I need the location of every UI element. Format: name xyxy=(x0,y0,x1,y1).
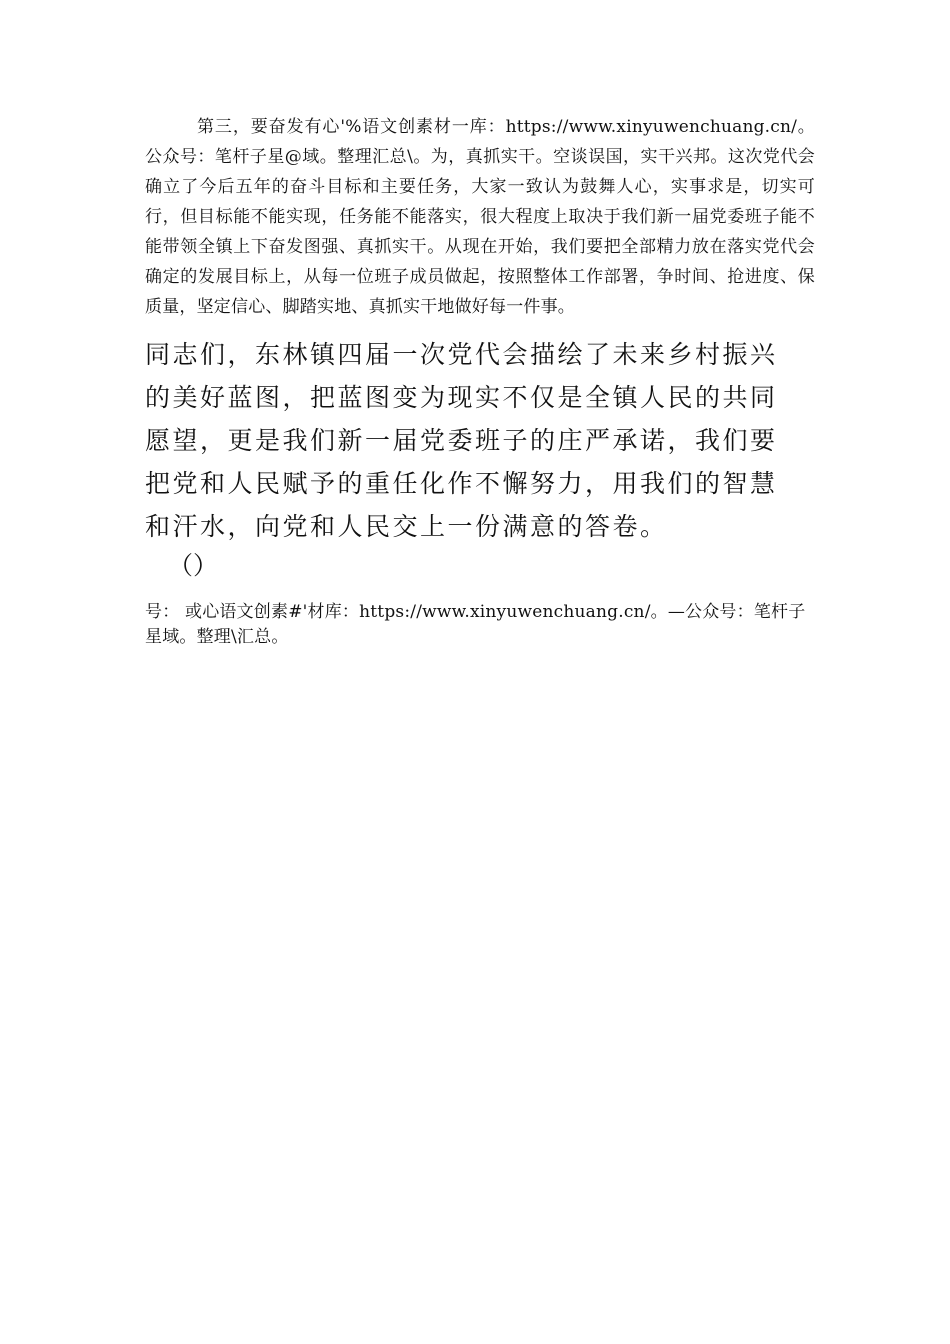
body-paragraph-closing: 同志们，东林镇四届一次党代会描绘了未来乡村振兴的美好蓝图，把蓝图变为现实不仅是全镇人民的共同愿望，更是我们新一届党委班子的庄严承诺，我们要把党和人民赋予的重任化作不懈努力，用我们的智慧和汗水，向党和人民交上一份满意的答卷。 xyxy=(145,340,778,541)
body-paragraph-third-point: 第三，要奋发有心'%语文创素材一库：https://www.xinyuwenchuang.cn/。公众号：笔杆子星@域。整理汇总\。为，真抓实干。空谈误国，实干兴邦。这次党代会确立了今后五年的奋斗目标和主要任务，大家一致认为鼓舞人心，实事求是，切实可行，但目标能不能实现，任务能不能落实，很大程度上取决于我们新一届党委班子能不能带领全镇上下奋发图强、真抓实干。从现在开始，我们要把全部精力放在落实党代会确定的发展目标上，从每一位班子成员做起，按照整体工作部署，争时间、抢进度、保质量，坚定信心、脚踏实地、真抓实干地做好每一件事。 xyxy=(145,117,815,317)
footer-source-note: 号： 或心语文创素#'材库：https://www.xinyuwenchuang.cn/。—公众号：笔杆子星域。整理\汇总。 xyxy=(145,602,806,647)
empty-parenthesis: （） xyxy=(168,551,219,580)
